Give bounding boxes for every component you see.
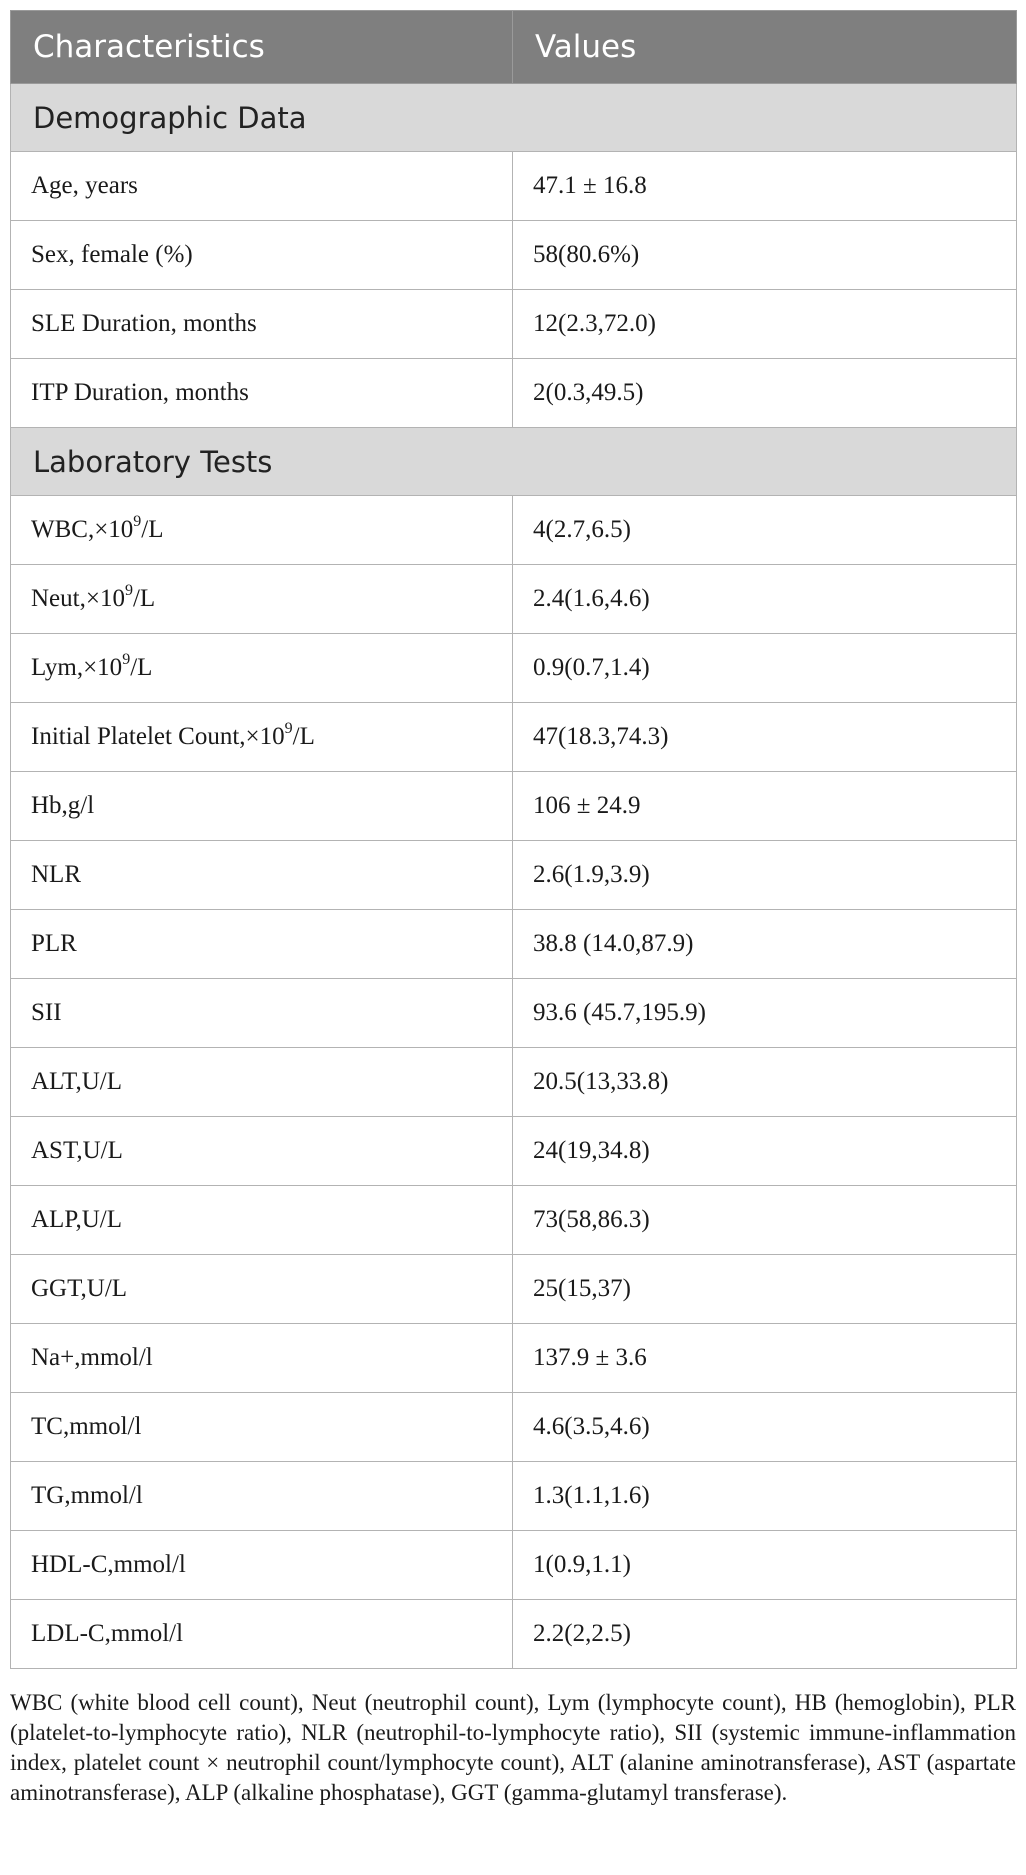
header-characteristics: Characteristics: [11, 11, 513, 84]
row-value: 24(19,34.8): [513, 1117, 1017, 1186]
table-row: [11, 221, 1017, 290]
table-row: [11, 152, 1017, 221]
row-label-text: SLE Duration, months: [31, 310, 257, 337]
row-label-text: LDL-C,mmol/l: [31, 1620, 184, 1647]
table-row: [11, 359, 1017, 428]
section-row: [11, 428, 1017, 496]
row-label-unit: /L: [132, 585, 156, 612]
row-label-text: WBC,×10: [31, 516, 134, 543]
section-title: Demographic Data: [11, 84, 1017, 152]
row-label: [11, 1531, 513, 1600]
row-value: 2.4(1.6,4.6): [513, 565, 1017, 634]
row-label-text: Lym,×10: [31, 654, 123, 681]
section-row: [11, 84, 1017, 152]
table-row: [11, 290, 1017, 359]
row-label: [11, 1117, 513, 1186]
row-label: [11, 1393, 513, 1462]
row-label-text: ALP,U/L: [31, 1206, 122, 1233]
row-value: 4.6(3.5,4.6): [513, 1393, 1017, 1462]
row-label: [11, 841, 513, 910]
table-row: [11, 910, 1017, 979]
row-value: 73(58,86.3): [513, 1186, 1017, 1255]
table-row: [11, 772, 1017, 841]
row-value: 4(2.7,6.5): [513, 496, 1017, 565]
characteristics-table-container: [10, 10, 1016, 1669]
table-body: [11, 84, 1017, 1669]
row-value: 38.8 (14.0,87.9): [513, 910, 1017, 979]
row-label-text: TC,mmol/l: [31, 1413, 142, 1440]
table-footnote: WBC (white blood cell count), Neut (neutrophil count), Lym (lymphocyte count), HB (hemoglobin), PLR (platelet-to-lymphocyte ratio), NLR (neutrophil-to-lymphocyte ratio), SII (systemic immune-inflammation index, platelet count × neutrophil count/lymphocyte count), ALT (alanine aminotransferase), AST (aspartate aminotransferase), ALP (alkaline phosphatase), GGT (gamma-glutamyl transferase).: [10, 1690, 1016, 1805]
row-value: 137.9 ± 3.6: [513, 1324, 1017, 1393]
row-label-exponent: 9: [122, 650, 131, 668]
table-row: [11, 496, 1017, 565]
row-label: [11, 359, 513, 428]
row-label-text: Hb,g/l: [31, 792, 95, 819]
row-label-text: HDL-C,mmol/l: [31, 1551, 186, 1578]
row-value: 0.9(0.7,1.4): [513, 634, 1017, 703]
row-label-exponent: 9: [133, 512, 142, 530]
row-label-text: PLR: [31, 930, 77, 957]
row-label-text: Sex, female (%): [31, 241, 193, 268]
row-label-text: AST,U/L: [31, 1137, 123, 1164]
row-label: [11, 703, 513, 772]
row-value: 93.6 (45.7,195.9): [513, 979, 1017, 1048]
row-label: [11, 152, 513, 221]
row-label-text: Age, years: [31, 172, 138, 199]
table-row: [11, 1462, 1017, 1531]
table-header-row: [11, 11, 1017, 84]
row-value: 20.5(13,33.8): [513, 1048, 1017, 1117]
row-label-exponent: 9: [124, 581, 133, 599]
row-value: 2.2(2,2.5): [513, 1600, 1017, 1669]
row-label: [11, 565, 513, 634]
row-label: [11, 979, 513, 1048]
table-row: [11, 703, 1017, 772]
row-label-text: Initial Platelet Count,×10: [31, 723, 285, 750]
row-label-text: Neut,×10: [31, 585, 125, 612]
table-row: [11, 1255, 1017, 1324]
row-value: 47.1 ± 16.8: [513, 152, 1017, 221]
row-label: [11, 290, 513, 359]
table-row: [11, 1048, 1017, 1117]
row-label-text: ITP Duration, months: [31, 379, 249, 406]
row-label-text: SII: [31, 999, 62, 1026]
row-label: [11, 1255, 513, 1324]
row-label-text: ALT,U/L: [31, 1068, 122, 1095]
table-row: [11, 1117, 1017, 1186]
row-label-unit: /L: [130, 654, 153, 681]
row-label-text: GGT,U/L: [31, 1275, 128, 1302]
row-label: [11, 221, 513, 290]
row-value: 25(15,37): [513, 1255, 1017, 1324]
row-label: [11, 772, 513, 841]
row-label: [11, 634, 513, 703]
row-label: [11, 1186, 513, 1255]
table-row: [11, 1186, 1017, 1255]
row-label-exponent: 9: [284, 719, 293, 737]
row-label-text: Na+,mmol/l: [31, 1344, 153, 1371]
row-label: [11, 496, 513, 565]
row-value: 2(0.3,49.5): [513, 359, 1017, 428]
row-value: 47(18.3,74.3): [513, 703, 1017, 772]
table-row: [11, 565, 1017, 634]
row-value: 1(0.9,1.1): [513, 1531, 1017, 1600]
row-label-unit: /L: [292, 723, 315, 750]
section-title: Laboratory Tests: [11, 428, 1017, 496]
table-row: [11, 1393, 1017, 1462]
row-label: [11, 1324, 513, 1393]
table-row: [11, 1324, 1017, 1393]
table-row: [11, 634, 1017, 703]
row-label: [11, 910, 513, 979]
row-value: 1.3(1.1,1.6): [513, 1462, 1017, 1531]
row-label-text: NLR: [31, 861, 81, 888]
table-row: [11, 1600, 1017, 1669]
header-values: Values: [513, 11, 1017, 84]
row-value: 12(2.3,72.0): [513, 290, 1017, 359]
row-label: [11, 1048, 513, 1117]
row-value: 2.6(1.9,3.9): [513, 841, 1017, 910]
row-value: 106 ± 24.9: [513, 772, 1017, 841]
row-value: 58(80.6%): [513, 221, 1017, 290]
characteristics-table: [10, 10, 1017, 1669]
row-label-unit: /L: [141, 516, 164, 543]
table-row: [11, 1531, 1017, 1600]
row-label: [11, 1462, 513, 1531]
table-row: [11, 979, 1017, 1048]
table-row: [11, 841, 1017, 910]
row-label: [11, 1600, 513, 1669]
row-label-text: TG,mmol/l: [31, 1482, 143, 1509]
